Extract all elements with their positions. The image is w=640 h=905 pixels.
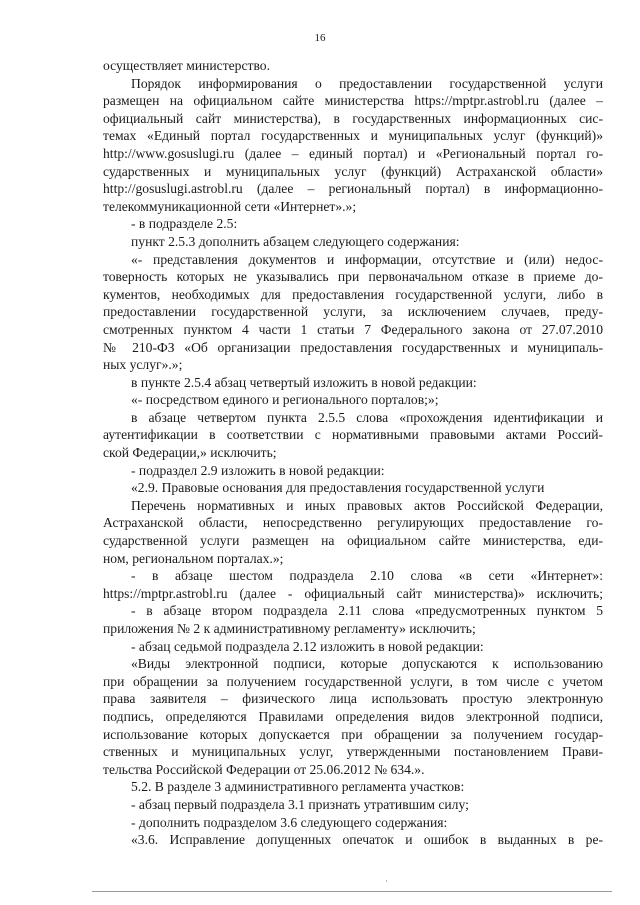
text-line: - в абзаце втором подраздела 2.11 слова «предусмотренных пунктом 5 bbox=[131, 603, 603, 619]
text-line: при обращении за получением государственной услуги, в том числе с учетом bbox=[103, 673, 603, 689]
text-line: в пункте 2.5.4 абзац четвертый изложить в новой редакции: bbox=[131, 374, 477, 390]
text-line: аутентификации в соответствии с нормативными правовыми актами Россий- bbox=[103, 427, 603, 443]
page-number: 16 bbox=[314, 32, 326, 44]
text-line: ственных и муниципальных услуг, утвержденными постановлением Прави- bbox=[103, 744, 603, 760]
text-line: тельства Российской Федерации от 25.06.2012 № 634.». bbox=[103, 761, 425, 777]
text-line: ном, региональном порталах.»; bbox=[103, 550, 284, 566]
text-line: http://www.gosuslugi.ru (далее – единый портал) и «Региональный портал го- bbox=[103, 145, 603, 161]
text-line: официальный сайт министерства), в государственных информационных сис- bbox=[103, 110, 603, 126]
text-line: Перечень нормативных и иных правовых актов Российской Федерации, bbox=[131, 497, 603, 513]
text-line: - подраздел 2.9 изложить в новой редакции: bbox=[131, 462, 385, 478]
text-line: https://mptpr.astrobl.ru (далее - официальный сайт министерства)» исключить; bbox=[103, 585, 603, 601]
text-line: «- посредством единого и регионального порталов;»; bbox=[131, 392, 439, 408]
text-line: в абзаце четвертом пункта 2.5.5 слова «прохождения идентификации и bbox=[131, 409, 603, 425]
text-line: - в абзаце шестом подраздела 2.10 слова «в сети «Интернет»: bbox=[131, 568, 603, 584]
text-line: «3.6. Исправление допущенных опечаток и ошибок в выданных в ре- bbox=[131, 832, 603, 848]
scan-artifact-mark: · bbox=[385, 876, 388, 886]
text-line: предоставлении государственной услуги, за исключением случаев, преду- bbox=[103, 304, 603, 320]
text-line: «- представления документов и информации, отсутствие и (или) недос- bbox=[131, 251, 603, 267]
text-line: темах «Единый портал государственных и муниципальных услуг (функций)» bbox=[103, 128, 603, 144]
text-line: № 210-ФЗ «Об организации предоставления государственных и муниципаль- bbox=[103, 339, 603, 355]
text-line: Порядок информирования о предоставлении государственной услуги bbox=[131, 75, 603, 91]
text-line: - в подразделе 2.5: bbox=[131, 216, 238, 232]
text-line: сударственной услуги размещен на официальном сайте министерства, еди- bbox=[103, 533, 603, 549]
text-line: - абзац седьмой подраздела 2.12 изложить в новой редакции: bbox=[131, 638, 484, 654]
text-line: осуществляет министерство. bbox=[103, 58, 270, 73]
text-line: Астраханской области, непосредственно регулирующих предоставление го- bbox=[103, 515, 603, 531]
text-line: - дополнить подразделом 3.6 следующего содержания: bbox=[131, 814, 448, 830]
text-line: ных услуг».»; bbox=[103, 357, 183, 373]
text-line: размещен на официальном сайте министерства https://mptpr.astrobl.ru (далее – bbox=[103, 93, 603, 109]
text-line: смотренных пунктом 4 части 1 статьи 7 Федерального закона от 27.07.2010 bbox=[103, 321, 603, 337]
text-line: приложения № 2 к административному регламенту» исключить; bbox=[103, 621, 476, 636]
text-line: - абзац первый подраздела 3.1 признать утратившим силу; bbox=[131, 796, 469, 812]
text-line: кументов, необходимых для предоставления государственной услуги, либо в bbox=[103, 286, 603, 302]
text-line: сударственных и муниципальных услуг (функций) Астраханской области» bbox=[103, 163, 603, 179]
text-line: пункт 2.5.3 дополнить абзацем следующего содержания: bbox=[131, 233, 460, 249]
text-line: использование которых допускается при обращении за получением государ- bbox=[103, 726, 603, 742]
text-line: «2.9. Правовые основания для предоставления государственной услуги bbox=[131, 480, 545, 496]
page-bottom-rule bbox=[92, 891, 612, 892]
text-line: «Виды электронной подписи, которые допускаются к использованию bbox=[131, 656, 603, 672]
text-line: товерность которых не указывались при первоначальном отказе в приеме до- bbox=[103, 269, 603, 285]
text-line: http://gosuslugi.astrobl.ru (далее – региональный портал) в информационно- bbox=[103, 181, 603, 197]
text-line: ской Федерации,» исключить; bbox=[103, 445, 277, 461]
document-body bbox=[103, 57, 603, 849]
text-line: 5.2. В разделе 3 административного регламента участков: bbox=[131, 779, 465, 795]
text-line: телекоммуникационной сети «Интернет».»; bbox=[103, 198, 357, 214]
text-line: подпись, определяются Правилами определения видов электронной подписи, bbox=[103, 708, 603, 724]
text-line: права заявителя – физического лица использовать простую электронную bbox=[103, 691, 603, 707]
